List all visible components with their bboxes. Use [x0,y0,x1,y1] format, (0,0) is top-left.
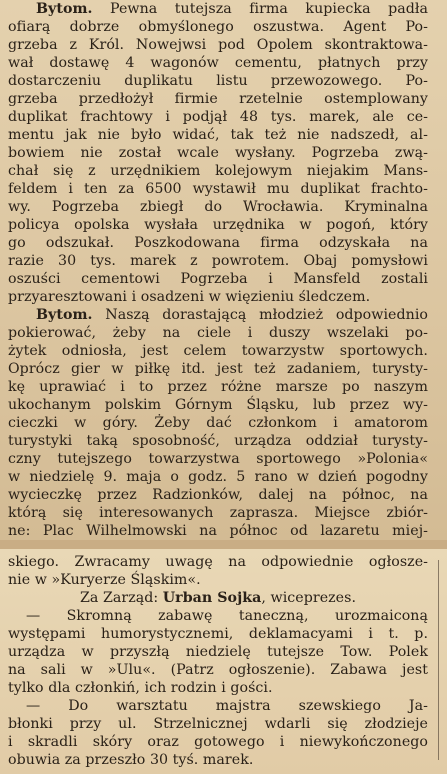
text-line: i skradli skóry oraz gotowego i niewykończonego [8,734,428,750]
article-bytom-sport [8,306,428,540]
text-line: grzeba przedłożył firmie rzetelnie ostemplowany [8,91,428,107]
article-continuation [8,553,428,607]
text-line: oszuści cementowi Pogrzeba i Mansfeld zostali [8,271,428,287]
article-dateline: Bytom. [36,1,93,17]
article-dateline: Bytom. [36,307,93,323]
text-line: pokierować, żeby na ciele i duszy wszelaki po- [8,325,428,341]
column-rule [438,560,439,760]
text-line: feldem i ten za 6500 wystawił mu duplikat frachto- [8,181,428,197]
article-column-top [8,0,428,540]
text-line: Bytom. Naszą dorastającą młodzież odpowiednio [36,307,428,323]
text-line: Oprócz gier w piłkę itd. jest też zadaniem, turysty- [8,361,428,377]
text-line: przyaresztowani i osadzeni w więzieniu śledczem. [8,289,371,305]
text-line: występami humorystycznemi, deklamacyami i t. p. [8,626,428,642]
clipping-bottom [0,549,447,774]
text-line: tylko dla członkiń, ich rodzin i gości. [8,680,273,696]
text-line: którą się interesowanych zaprasza. Miejsce zbiór- [8,505,428,521]
text-line: wy. Pogrzeba zbiegł do Wrocławia. Kryminalna [8,199,428,215]
text-line: duplikat frachtowy i podjął 48 tys. marek, ale ce- [8,109,428,125]
text-line: — Skromną zabawę taneczną, urozmaiconą [26,608,428,624]
text-line: skiego. Zwracamy uwagę na odpowiednie ogłosze- [8,554,428,570]
text-line: ofiarą dobrze obmyślonego oszustwa. Agent Po- [8,19,428,35]
text-line: go odszukał. Poszkodowana firma odzyskała na [8,235,428,251]
text-line: Bytom. Pewna tutejsza firma kupiecka padła [36,1,428,17]
text-line: na sali w »Ulu«. (Patrz ogłoszenie). Zabawa jest [8,662,428,678]
text-line: cieczki w góry. Żeby dać członkom i amatorom [8,415,428,431]
text-line: turystyki taką sposobność, urządza oddział turysty- [8,433,428,449]
text-line: żytek odniosła, jest celem towarzystw sportowych. [8,343,428,359]
text-line: wycieczkę przez Radzionków, dalej na północ, na [8,487,428,503]
text-line: czny tutejszego towarzystwa sportowego »Polonia« [8,451,428,467]
text-line: wał dostawę 4 wagonów cementu, płatnych przy [8,55,428,71]
article-dance-party [8,607,428,697]
text-line: razie 30 tys. marek z powrotem. Obaj pomysłowi [8,253,428,269]
text-line: grzeba z Król. Nowejwsi pod Opolem skontraktowa- [8,37,428,53]
text-line: kę uprawiać i to przez różne marsze po naszym [8,379,428,395]
text-line: błonki przy ul. Strzelnicznej wdarli się złodzieje [8,716,428,732]
clipping-gap [0,540,447,549]
text-line: nie w »Kuryerze Śląskim«. [8,572,201,588]
text-line: mentu jak nie było widać, tak też nie nadszedł, al- [8,127,428,143]
text-line: dostarczeniu duplikatu listu przewozowego. Po- [8,73,428,89]
text-line: bowiem nie został wcale wysłany. Pogrzeba zwą- [8,145,428,161]
article-bytom-fraud [8,0,428,306]
text-line: ukochanym polskim Górnym Śląsku, lub przez wy- [8,397,428,413]
signature-line: Za Zarząd: Urban Sojka, wiceprezes. [79,590,357,606]
text-line: w niedzielę 9. maja o godz. 5 rano w dzień pogodny [8,469,428,485]
text-line: chał się z urzędnikiem kolejowym niejakim Mans- [8,163,428,179]
text-line: — Do warsztatu majstra szewskiego Ja- [26,698,428,714]
text-line: obuwia za przeszło 30 tyś. marek. [8,752,254,768]
text-line: policya opolska wysłała urzędnika w pogoń, który [8,217,428,233]
signature-name: Urban Sojka [162,590,262,606]
article-theft [8,697,428,769]
text-line: urządza w przyszłą niedzielę tutejsze Tow. Polek [8,644,428,660]
text-line: ne: Plac Wilhelmowski na północ od lazaretu miej- [8,523,428,539]
article-column-bottom [8,553,428,769]
